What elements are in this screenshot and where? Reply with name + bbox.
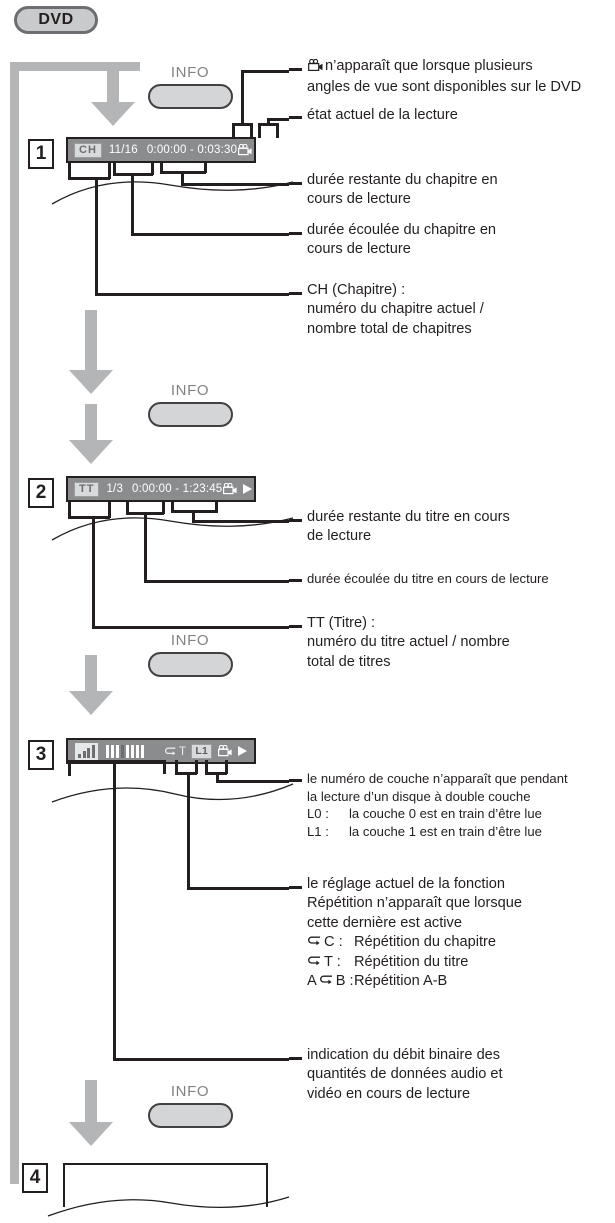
callout-layer-row-key: L1 : xyxy=(307,823,329,839)
callout-title-remaining-line1: durée restante du titre en cours xyxy=(307,509,510,525)
callout-dash-repeat xyxy=(289,886,302,889)
callout-repeat-row-key: B : xyxy=(335,973,354,990)
callout-chapter-number-line1: CH (Chapitre) : xyxy=(307,282,406,298)
callout-chapter-remaining xyxy=(307,171,607,210)
callout-layer-line1: le numéro de couche n’apparaît que pendant xyxy=(307,771,568,786)
callout-title-remaining-line2: de lecture xyxy=(307,528,372,545)
callout-chapter-number-line2: numéro du chapitre actuel / xyxy=(307,301,484,318)
camera-angle-icon xyxy=(307,59,324,78)
tick-status-right xyxy=(276,123,279,138)
callout-angle xyxy=(307,57,613,98)
callout-play-state: état actuel de la lecture xyxy=(307,107,458,123)
osd-bar-title xyxy=(66,476,256,502)
bitrate-bars-icon xyxy=(106,745,144,758)
camera-angle-icon xyxy=(217,745,233,757)
flow-arrow-5 xyxy=(69,1080,113,1146)
camera-angle-icon xyxy=(222,483,238,495)
info-button-group-2 xyxy=(140,382,240,427)
tick-repeat-right xyxy=(195,760,198,774)
flow-arrow-3 xyxy=(69,404,113,464)
callout-repeat-row-key: C : xyxy=(324,934,343,951)
callout-chapter-number-line3: nombre total de chapitres xyxy=(307,320,472,337)
tick-bitrate-bottom xyxy=(68,760,166,763)
dvd-badge xyxy=(14,6,98,34)
callout-title-remaining xyxy=(307,508,607,547)
callout-dash-angle xyxy=(289,68,302,71)
callout-repeat-row xyxy=(307,933,612,952)
info-button-label-3: INFO xyxy=(170,632,210,649)
tick-title-remaining-right xyxy=(215,500,218,512)
callout-repeat-line3: cette dernière est active xyxy=(307,914,462,931)
info-button-2[interactable] xyxy=(148,402,233,427)
callout-layer-row-key: L0 : xyxy=(307,806,329,822)
torn-edge-3 xyxy=(50,780,295,810)
callout-dash-chapter-number xyxy=(289,292,302,295)
repeat-indicator xyxy=(164,744,187,758)
callout-bitrate xyxy=(307,1046,607,1104)
tick-chapter-remaining-right xyxy=(204,161,207,173)
callout-bitrate-line1: indication du débit binaire des xyxy=(307,1047,501,1063)
leader-bitrate-run xyxy=(113,1058,289,1061)
callout-repeat-line1: le réglage actuel de la fonction xyxy=(307,876,505,892)
step-number-3: 3 xyxy=(28,740,54,770)
play-icon xyxy=(238,746,247,756)
callout-layer-line2: la lecture d’un disque à double couche xyxy=(307,788,531,804)
callout-dash-title-number xyxy=(289,625,302,628)
osd-tag-chapter: CH xyxy=(74,143,102,158)
flow-arrow-4 xyxy=(69,655,113,715)
repeat-icon xyxy=(307,953,322,972)
osd-chapter-counter: 11/16 xyxy=(108,144,138,156)
play-icon xyxy=(243,484,252,494)
repeat-icon xyxy=(319,972,334,991)
callout-repeat-line2: Répétition n’apparaît que lorsque xyxy=(307,895,523,912)
callout-title-number-line3: total de titres xyxy=(307,653,391,670)
tick-layer-right xyxy=(225,760,228,774)
layer-indicator: L1 xyxy=(191,744,212,759)
callout-repeat xyxy=(307,875,612,991)
callout-title-elapsed: durée écoulée du titre en cours de lecture xyxy=(307,571,549,586)
callout-bitrate-line3: vidéo en cours de lecture xyxy=(307,1085,471,1102)
callout-repeat-row-key: T : xyxy=(324,953,341,970)
leader-chapter-number-run xyxy=(95,293,289,296)
tick-repeat-bottom xyxy=(175,772,197,775)
callout-title-number-line1: TT (Titre) : xyxy=(307,615,376,631)
camera-angle-icon xyxy=(237,144,253,156)
callout-layer-row xyxy=(307,805,615,823)
dvd-badge-label: DVD xyxy=(38,11,74,28)
callout-dash-chapter-elapsed xyxy=(289,232,302,235)
callout-chapter-elapsed-line1: durée écoulée du chapitre en xyxy=(307,222,497,238)
callout-repeat-row-value: Répétition du chapitre xyxy=(354,934,496,951)
torn-edge-4 xyxy=(46,1190,291,1220)
flow-arrow-2 xyxy=(69,310,113,394)
osd-chapter-time: 0:00:00 - 0:03:30 xyxy=(146,144,238,156)
flow-spine-vertical xyxy=(10,62,19,1184)
callout-title-number xyxy=(307,614,607,672)
info-button-label-2: INFO xyxy=(170,382,210,399)
callout-chapter-remaining-line2: cours de lecture xyxy=(307,191,411,208)
callout-bitrate-line2: quantités de données audio et xyxy=(307,1066,503,1083)
tick-status-left xyxy=(258,123,261,138)
step-number-1: 1 xyxy=(28,139,54,169)
leader-angle-run xyxy=(241,70,289,73)
leader-status-run xyxy=(267,118,289,121)
callout-angle-line1: n’apparaît que lorsque plusieurs xyxy=(325,58,533,74)
callout-layer-row-value: la couche 0 est en train d’être lue xyxy=(349,806,542,822)
callout-dash-layer xyxy=(289,779,302,782)
info-button-1[interactable] xyxy=(148,84,233,109)
tick-angle-left xyxy=(232,123,235,138)
info-button-4[interactable] xyxy=(148,1103,233,1128)
leader-repeat-run xyxy=(187,887,289,890)
info-button-group-4 xyxy=(140,1083,240,1128)
step-number-2: 2 xyxy=(28,478,54,508)
tick-bitrate-left xyxy=(68,762,71,776)
callout-chapter-elapsed-line2: cours de lecture xyxy=(307,241,411,258)
repeat-icon xyxy=(164,746,177,756)
torn-edge-2 xyxy=(50,512,295,542)
callout-layer-row-value: la couche 1 est en train d’être lue xyxy=(349,823,542,839)
osd-bar-chapter xyxy=(66,137,256,163)
leader-angle-riser xyxy=(241,70,244,125)
osd-title-counter: 1/3 xyxy=(106,483,124,495)
callout-dash-chapter-remaining xyxy=(289,182,302,185)
tick-angle-right xyxy=(250,123,253,138)
leader-title-number-run xyxy=(92,626,289,629)
callout-repeat-row xyxy=(307,953,612,972)
callout-chapter-number xyxy=(307,281,607,339)
callout-dash-play-state xyxy=(289,116,302,119)
callout-chapter-remaining-line1: durée restante du chapitre en xyxy=(307,172,498,188)
callout-dash-title-remaining xyxy=(289,519,302,522)
repeat-icon xyxy=(307,933,322,952)
bitrate-meter-icon xyxy=(74,742,99,761)
leader-title-elapsed-run xyxy=(144,580,289,583)
callout-layer xyxy=(307,770,615,840)
osd-tag-title: TT xyxy=(74,482,99,497)
info-button-label-4: INFO xyxy=(170,1083,210,1100)
callout-dash-title-elapsed xyxy=(289,579,302,582)
callout-repeat-row xyxy=(307,972,612,991)
osd-title-time: 0:00:00 - 1:23:45 xyxy=(132,483,223,495)
callout-dash-bitrate xyxy=(289,1057,302,1060)
flow-arrow-1 xyxy=(91,66,135,126)
info-button-3[interactable] xyxy=(148,652,233,677)
info-button-group-1 xyxy=(140,64,240,109)
callout-repeat-row-value: Répétition du titre xyxy=(354,953,469,970)
callout-chapter-elapsed xyxy=(307,221,607,260)
callout-repeat-row-prefix: A xyxy=(307,973,317,990)
callout-repeat-row-value: Répétition A-B xyxy=(354,973,448,990)
tick-bitrate-right xyxy=(163,760,166,774)
leader-chapter-elapsed-run xyxy=(131,233,289,236)
torn-edge-1 xyxy=(50,176,295,206)
play-icon xyxy=(258,145,267,155)
info-button-group-3 xyxy=(140,632,240,677)
callout-angle-line2: angles de vue sont disponibles sur le DVD xyxy=(307,79,582,96)
tick-chapter-elapsed-right xyxy=(151,161,154,175)
step-number-4: 4 xyxy=(22,1163,48,1193)
info-button-label-1: INFO xyxy=(170,64,210,81)
repeat-mode-value: T xyxy=(178,744,187,758)
callout-layer-row xyxy=(307,823,615,841)
callout-title-number-line2: numéro du titre actuel / nombre xyxy=(307,634,510,651)
